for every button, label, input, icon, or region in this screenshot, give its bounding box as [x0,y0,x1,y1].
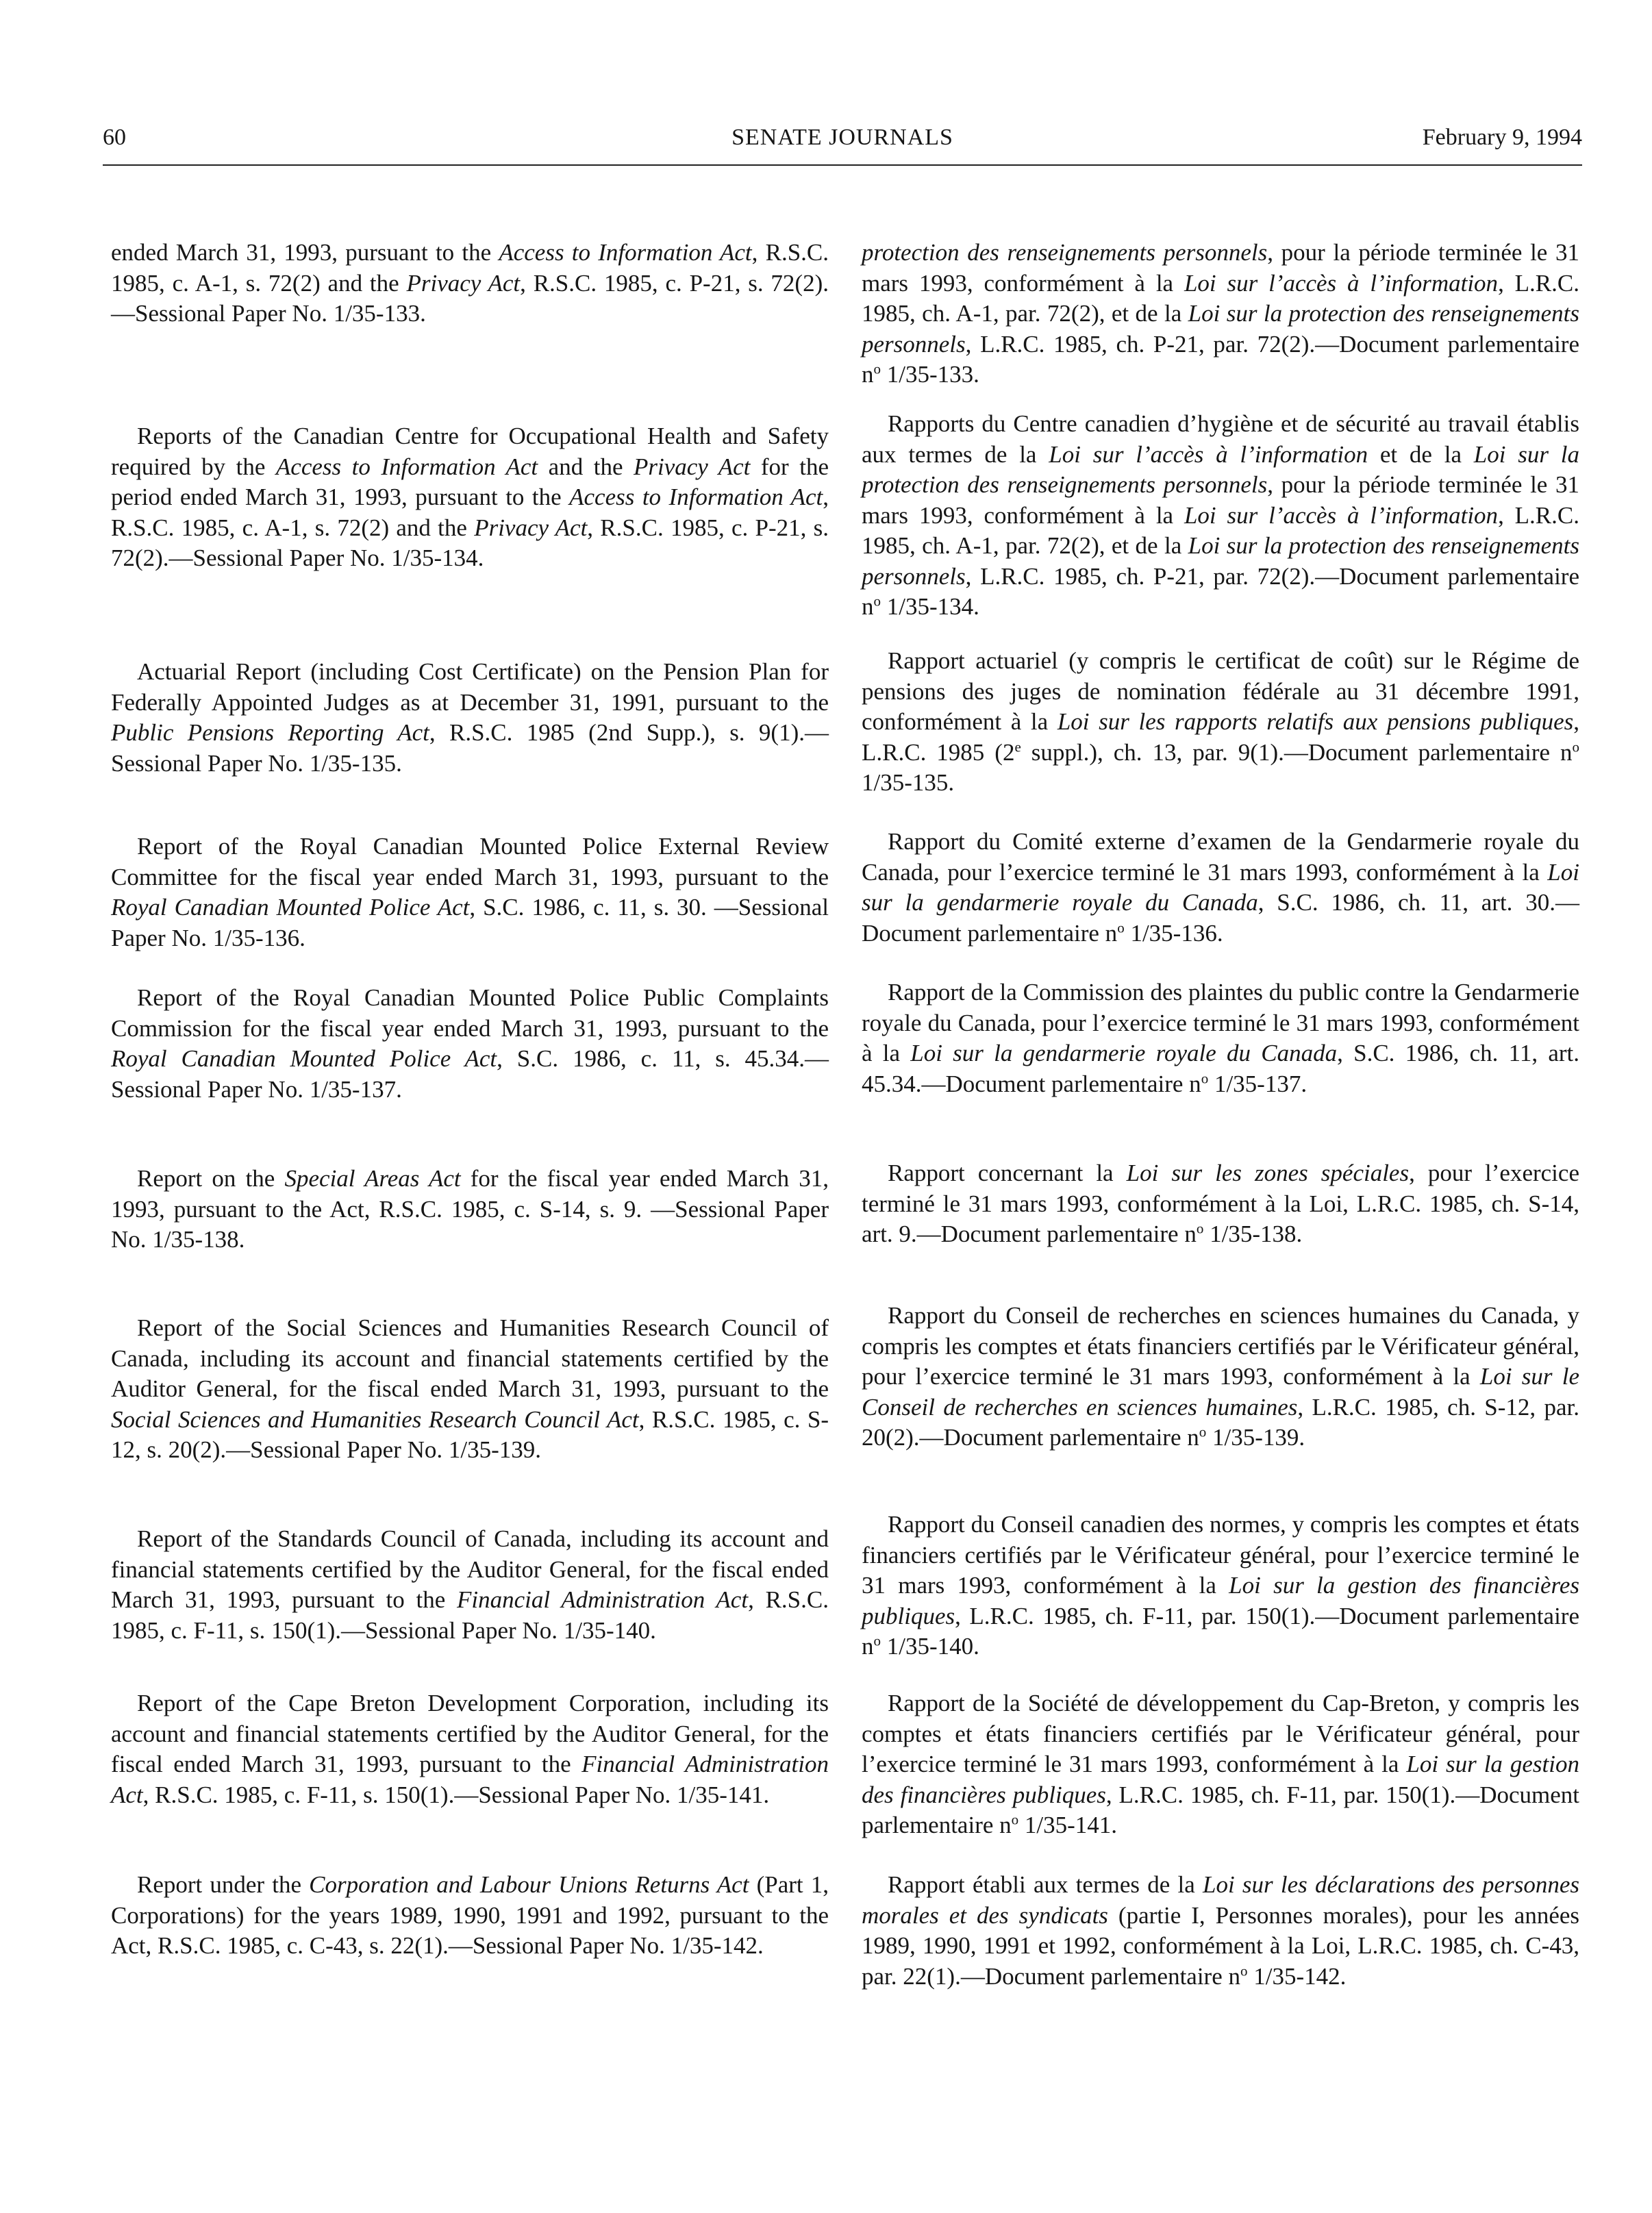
paragraph-fr-137: Rapport de la Commission des plaintes du public contre la Gendarmerie royale du Canada, pour l’exercice terminé le 31 mars 1993, conformément à la Loi sur la gendarmerie royale du Canada, S.C. 1986, ch. 11, art. 45.34.—Document parlementaire $n^o$ 1/35-137. [862,979,1579,1097]
paragraph-en-139: Report of the Social Sciences and Humanities Research Council of Canada, including its account and financial statements certified by the Auditor General, for the fiscal ended March 31, 1993, pursuant to the Social Sciences and Humanities Research Council Act, R.S.C. 1985, c. S-12, s. 20(2).—Sessional Paper No. 1/35-139. [111,1314,829,1463]
page-header [103,125,1582,166]
act-title: Corporation and Labour Unions Returns Act [309,1871,749,1898]
act-title: Loi sur la gendarmerie royale du Canada [862,858,1579,916]
paragraph-en-136: Report of the Royal Canadian Mounted Police External Review Committee for the fiscal year ended March 31, 1993, pursuant to the Royal Canadian Mounted Police Act, S.C. 1986, c. 11, s. 30. —Sessional Paper No. 1/35-136. [111,833,829,951]
paragraph-fr-140: Rapport du Conseil canadien des normes, y compris les comptes et états financiers certifiés par le Vérificateur général, pour l’exercice terminé le 31 mars 1993, conformément à la Loi sur la gestion des financières publiques, L.R.C. 1985, ch. F-11, par. 150(1).—Document parlementaire $n^o$ 1/35-140. [862,1511,1579,1660]
act-title: Loi sur les déclarations des personnes morales et des syndicats [862,1871,1579,1929]
superscript: o [873,1632,881,1649]
paragraph-fr-135: Rapport actuariel (y compris le certificat de coût) sur le Régime de pensions des juges de nomination fédérale au 31 décembre 1991, conformément à la Loi sur les rapports relatifs aux pensions publiques, L.R.C. 1985 (2e suppl.), ch. 13, par. 9(1).—Document parlementaire $n^o$ 1/35-135. [862,647,1580,796]
act-title: Access to Information Act [569,484,823,510]
page-number: 60 [103,125,126,150]
act-title: Financial Administration Act [111,1751,829,1808]
paragraph-en-133: ended March 31, 1993, pursuant to the Access to Information Act, R.S.C. 1985, c. A-1, s. 72(2) and the Privacy Act, R.S.C. 1985, c. P-21, s. 72(2).—Sessional Paper No. 1/35-133. [111,239,829,327]
act-title: Privacy Act [634,453,751,480]
act-title: Privacy Act [406,269,521,297]
paragraph-en-138: Report on the Special Areas Act for the fiscal year ended March 31, 1993, pursuant to the Act, R.S.C. 1985, c. S-14, s. 9. —Sessional Paper No. 1/35-138. [111,1165,829,1253]
act-title: Loi sur les zones spéciales [1126,1160,1410,1186]
superscript: o [1196,1220,1204,1237]
act-title: Loi sur les rapports relatifs aux pensions publiques [1057,708,1574,735]
paragraph-en-141: Report of the Cape Breton Development Corporation, including its account and financial statements certified by the Auditor General, for the fiscal ended March 31, 1993, pursuant to the Financial Administration Act, R.S.C. 1985, c. F-11, s. 150(1).—Sessional Paper No. 1/35-141. [111,1690,829,1808]
act-title: Loi sur la gendarmerie royale du Canada [910,1040,1338,1066]
act-title: protection des renseignements personnels [862,239,1268,266]
superscript: o [873,360,881,377]
act-title: Access to Information Act [499,239,752,266]
act-title: Special Areas Act [284,1165,461,1192]
paragraph-en-140: Report of the Standards Council of Canada, including its account and financial statements certified by the Auditor General, for the fiscal ended March 31, 1993, pursuant to the Financial Administration Act, R.S.C. 1985, c. F-11, s. 150(1).—Sessional Paper No. 1/35-140. [111,1525,829,1644]
paragraph-fr-138: Rapport concernant la Loi sur les zones spéciales, pour l’exercice terminé le 31 mars 1993, conformément à la Loi, L.R.C. 1985, ch. S-14, art. 9.—Document parlementaire $n^o$ 1/35-138. [862,1160,1579,1247]
paragraph-en-135: Actuarial Report (including Cost Certificate) on the Pension Plan for Federally Appointed Judges as at December 31, 1991, pursuant to the Public Pensions Reporting Act, R.S.C. 1985 (2nd Supp.), s. 9(1).—Sessional Paper No. 1/35-135. [111,658,829,777]
act-title: Royal Canadian Mounted Police Act [111,894,470,921]
act-title: Loi sur l’accès à l’information [1184,501,1499,529]
header-date: February 9, 1994 [1422,125,1582,150]
act-title: Loi sur l’accès à l’information [1049,440,1368,468]
act-title: Loi sur la protection des renseignements personnels [862,440,1579,498]
superscript: o [873,592,881,610]
superscript: o [1011,1811,1019,1828]
paragraph-fr-136: Rapport du Comité externe d’examen de la Gendarmerie royale du Canada, pour l’exercice terminé le 31 mars 1993, conformément à la Loi sur la gendarmerie royale du Canada, S.C. 1986, ch. 11, art. 30.—Document parlementaire $n^o$ 1/35-136. [862,828,1579,947]
superscript: e [1014,738,1021,755]
act-title: Loi sur la gestion des financières publiques [862,1572,1579,1629]
paragraph-en-142: Report under the Corporation and Labour Unions Returns Act (Part 1, Corporations) for the years 1989, 1990, 1991 and 1992, pursuant to the Act, R.S.C. 1985, c. C-43, s. 22(1).—Sessional Paper No. 1/35-142. [111,1871,829,1959]
act-title: Public Pensions Reporting Act [111,719,429,746]
act-title: Loi sur le Conseil de recherches en sciences humaines [862,1363,1579,1421]
superscript: o [1117,918,1125,936]
act-title: Loi sur la protection des renseignements personnels [862,532,1579,590]
superscript: o [1201,1069,1209,1086]
paragraph-en-134: Reports of the Canadian Centre for Occupational Health and Safety required by the Access to Information Act and the Privacy Act for the period ended March 31, 1993, pursuant to the Access to Information Act, R.S.C. 1985, c. A-1, s. 72(2) and the Privacy Act, R.S.C. 1985, c. P-21, s. 72(2).—Sessional Paper No. 1/35-134. [111,423,829,571]
act-title: Loi sur la protection des renseignements personnels [862,300,1579,358]
act-title: Privacy Act [474,514,588,541]
superscript: o [1240,1962,1248,1979]
superscript: o [1572,738,1580,755]
superscript: o [1199,1423,1207,1440]
paragraph-fr-141: Rapport de la Société de développement du Cap-Breton, y compris les comptes et états financiers certifiés par le Vérificateur général, pour l’exercice terminé le 31 mars 1993, conformément à la Loi sur la gestion des financières publiques, L.R.C. 1985, ch. F-11, par. 150(1).—Document parlementaire $n^o$ 1/35-141. [862,1690,1579,1838]
act-title: Access to Information Act [275,453,538,480]
act-title: Royal Canadian Mounted Police Act [111,1045,497,1072]
running-title: SENATE JOURNALS [731,125,953,150]
act-title: Loi sur l’accès à l’information [1184,269,1499,297]
header-rule [103,164,1582,166]
act-title: Financial Administration Act [457,1586,749,1613]
paragraph-fr-134: Rapports du Centre canadien d’hygiène et de sécurité au travail établis aux termes de la Loi sur l’accès à l’information et de la Loi sur la protection des renseignements personnels, pour la période terminée le 31 mars 1993, conformément à la Loi sur l’accès à l’information, L.R.C. 1985, ch. A-1, par. 72(2), et de la Loi sur la protection des renseignements personnels, L.R.C. 1985, ch. P-21, par. 72(2).—Document parlementaire $n^o$ 1/35-134. [862,410,1579,620]
act-title: Social Sciences and Humanities Research Council Act [111,1405,639,1433]
paragraph-fr-133: protection des renseignements personnels, pour la période terminée le 31 mars 1993, conformément à la Loi sur l’accès à l’information, L.R.C. 1985, ch. A-1, par. 72(2), et de la Loi sur la protection des renseignements personnels, L.R.C. 1985, ch. P-21, par. 72(2).—Document parlementaire $n^o$ 1/35-133. [862,239,1579,388]
paragraph-fr-139: Rapport du Conseil de recherches en sciences humaines du Canada, y compris les comptes et états financiers certifiés par le Vérificateur général, pour l’exercice terminé le 31 mars 1993, conformément à la Loi sur le Conseil de recherches en sciences humaines, L.R.C. 1985, ch. S-12, par. 20(2).—Document parlementaire $n^o$ 1/35-139. [862,1302,1580,1451]
paragraph-fr-142: Rapport établi aux termes de la Loi sur les déclarations des personnes morales et des syndicats (partie I, Personnes morales), pour les années 1989, 1990, 1991 et 1992, conformément à la Loi, L.R.C. 1985, ch. C-43, par. 22(1).—Document parlementaire $n^o$ 1/35-142. [862,1871,1580,1990]
paragraph-en-137: Report of the Royal Canadian Mounted Police Public Complaints Commission for the fiscal year ended March 31, 1993, pursuant to the Royal Canadian Mounted Police Act, S.C. 1986, c. 11, s. 45.34.—Sessional Paper No. 1/35-137. [111,984,829,1103]
act-title: Loi sur la gestion des financières publiques [862,1751,1579,1808]
